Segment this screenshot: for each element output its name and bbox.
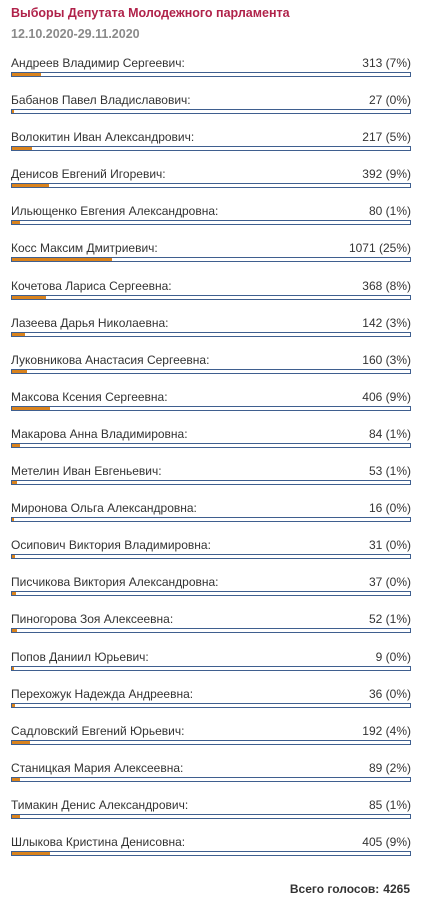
vote-bar-track	[11, 517, 411, 522]
poll-option-row	[11, 761, 411, 776]
candidate-name: Макарова Анна Владимировна:	[11, 426, 188, 441]
vote-bar-track	[11, 295, 411, 300]
vote-count: 313 (7%)	[362, 56, 411, 70]
poll-option-row	[11, 464, 411, 479]
vote-bar-fill	[12, 555, 15, 558]
vote-count: 84 (1%)	[368, 426, 411, 441]
poll-option	[11, 687, 411, 724]
candidate-name: Денисов Евгений Игоревич:	[11, 167, 166, 182]
vote-bar-fill	[12, 370, 27, 373]
vote-bar-track	[11, 406, 411, 411]
vote-bar-fill	[12, 296, 46, 299]
poll-option	[11, 798, 411, 835]
vote-bar-track	[11, 591, 411, 596]
candidate-name: Шлыкова Кристина Денисовна:	[11, 834, 186, 849]
candidate-name: Перехожук Надежда Андреевна:	[11, 686, 194, 701]
poll-option	[11, 650, 411, 687]
poll-option	[11, 204, 411, 241]
poll-option-row	[11, 835, 411, 850]
poll-dates: 12.10.2020-29.11.2020	[11, 27, 140, 41]
vote-count: 368 (8%)	[362, 278, 411, 293]
candidate-name: Лазеева Дарья Николаевна:	[11, 315, 169, 330]
poll-option	[11, 761, 411, 798]
candidate-name: Луковникова Анастасия Сергеевна:	[11, 352, 210, 367]
candidate-name: Косс Максим Дмитриевич:	[11, 241, 158, 256]
poll-option	[11, 464, 411, 501]
vote-count: 160 (3%)	[362, 352, 411, 367]
vote-bar-track	[11, 369, 411, 374]
poll-option-row	[11, 56, 411, 71]
vote-count: 142 (3%)	[362, 315, 411, 330]
vote-bar-track	[11, 183, 411, 188]
vote-bar-track	[11, 220, 411, 225]
vote-bar-fill	[12, 704, 15, 707]
vote-count: 89 (2%)	[368, 760, 411, 775]
vote-bar-fill	[12, 667, 14, 670]
vote-count: 405 (9%)	[362, 834, 411, 849]
poll-option-row	[11, 353, 411, 368]
vote-bar-track	[11, 72, 411, 77]
poll-option	[11, 56, 411, 93]
vote-bar-fill	[12, 333, 25, 336]
candidate-name: Ильющенко Евгения Александровна:	[11, 204, 219, 219]
poll-option-row	[11, 650, 411, 665]
vote-count: 9 (0%)	[375, 649, 411, 664]
vote-count: 37 (0%)	[368, 575, 411, 590]
total-votes-label: Всего голосов:	[289, 882, 380, 896]
poll-option	[11, 390, 411, 427]
poll-option-row	[11, 687, 411, 702]
vote-bar-fill	[12, 258, 112, 261]
vote-bar-track	[11, 554, 411, 559]
poll-options-list	[11, 56, 411, 872]
candidate-name: Попов Даниил Юрьевич:	[11, 649, 149, 664]
vote-bar-track	[11, 740, 411, 745]
poll-option	[11, 724, 411, 761]
candidate-name: Станицкая Мария Алексеевна:	[11, 760, 184, 775]
vote-count: 52 (1%)	[368, 612, 411, 627]
vote-bar-fill	[12, 741, 30, 744]
vote-bar-fill	[12, 147, 32, 150]
poll-option	[11, 279, 411, 316]
poll-option-row	[11, 279, 411, 294]
vote-bar-track	[11, 703, 411, 708]
poll-option	[11, 167, 411, 204]
candidate-name: Осипович Виктория Владимировна:	[11, 538, 211, 553]
vote-bar-track	[11, 480, 411, 485]
vote-count: 392 (9%)	[362, 167, 411, 182]
vote-bar-track	[11, 257, 411, 262]
candidate-name: Максова Ксения Сергеевна:	[11, 389, 168, 404]
vote-bar-fill	[12, 221, 20, 224]
poll-option	[11, 612, 411, 649]
poll-option-row	[11, 130, 411, 145]
vote-bar-fill	[12, 815, 20, 818]
vote-bar-track	[11, 109, 411, 114]
vote-bar-fill	[12, 481, 17, 484]
candidate-name: Кочетова Лариса Сергеевна:	[11, 278, 172, 293]
vote-bar-fill	[12, 184, 49, 187]
vote-count: 36 (0%)	[368, 686, 411, 701]
vote-count: 406 (9%)	[362, 389, 411, 404]
poll-option	[11, 93, 411, 130]
vote-count: 80 (1%)	[368, 204, 411, 219]
poll-option	[11, 835, 411, 872]
vote-bar-fill	[12, 518, 14, 521]
total-votes-value: 4265	[383, 882, 410, 896]
vote-bar-fill	[12, 629, 17, 632]
poll-option-row	[11, 241, 411, 256]
poll-option	[11, 316, 411, 353]
vote-bar-fill	[12, 778, 20, 781]
poll-option	[11, 538, 411, 575]
poll-option	[11, 427, 411, 464]
vote-bar-track	[11, 332, 411, 337]
vote-bar-track	[11, 666, 411, 671]
vote-count: 85 (1%)	[368, 797, 411, 812]
poll-option-row	[11, 612, 411, 627]
vote-bar-track	[11, 628, 411, 633]
vote-bar-track	[11, 443, 411, 448]
candidate-name: Пиногорова Зоя Алексеевна:	[11, 612, 174, 627]
total-votes	[290, 882, 410, 896]
candidate-name: Бабанов Павел Владиславович:	[11, 93, 191, 108]
poll-option-row	[11, 724, 411, 739]
vote-count: 53 (1%)	[368, 464, 411, 479]
poll-option	[11, 130, 411, 167]
poll-option	[11, 241, 411, 278]
vote-bar-fill	[12, 73, 41, 76]
poll-option-row	[11, 390, 411, 405]
vote-count: 16 (0%)	[368, 501, 411, 516]
poll-option-row	[11, 501, 411, 516]
candidate-name: Андреев Владимир Сергеевич:	[11, 56, 185, 70]
vote-count: 31 (0%)	[368, 538, 411, 553]
vote-bar-fill	[12, 444, 20, 447]
poll-title: Выборы Депутата Молодежного парламента	[11, 6, 290, 20]
vote-count: 1071 (25%)	[348, 241, 411, 256]
poll-option-row	[11, 316, 411, 331]
vote-bar-track	[11, 851, 411, 856]
poll-option	[11, 353, 411, 390]
poll-option-row	[11, 167, 411, 182]
vote-bar-track	[11, 777, 411, 782]
vote-count: 192 (4%)	[362, 723, 411, 738]
poll-option-row	[11, 575, 411, 590]
vote-count: 217 (5%)	[362, 130, 411, 145]
candidate-name: Садловский Евгений Юрьевич:	[11, 723, 185, 738]
vote-bar-track	[11, 814, 411, 819]
vote-bar-fill	[12, 592, 16, 595]
vote-bar-fill	[12, 852, 50, 855]
poll-option-row	[11, 427, 411, 442]
poll-option	[11, 575, 411, 612]
candidate-name: Миронова Ольга Александровна:	[11, 501, 197, 516]
vote-bar-fill	[12, 407, 50, 410]
candidate-name: Волокитин Иван Александрович:	[11, 130, 195, 145]
poll-option-row	[11, 538, 411, 553]
vote-count: 27 (0%)	[368, 93, 411, 108]
candidate-name: Метелин Иван Евгеньевич:	[11, 464, 162, 479]
vote-bar-fill	[12, 110, 14, 113]
vote-bar-track	[11, 146, 411, 151]
poll-option	[11, 501, 411, 538]
poll-option-row	[11, 93, 411, 108]
poll-option-row	[11, 798, 411, 813]
candidate-name: Писчикова Виктория Александровна:	[11, 575, 219, 590]
candidate-name: Тимакин Денис Александрович:	[11, 797, 189, 812]
poll-option-row	[11, 204, 411, 219]
